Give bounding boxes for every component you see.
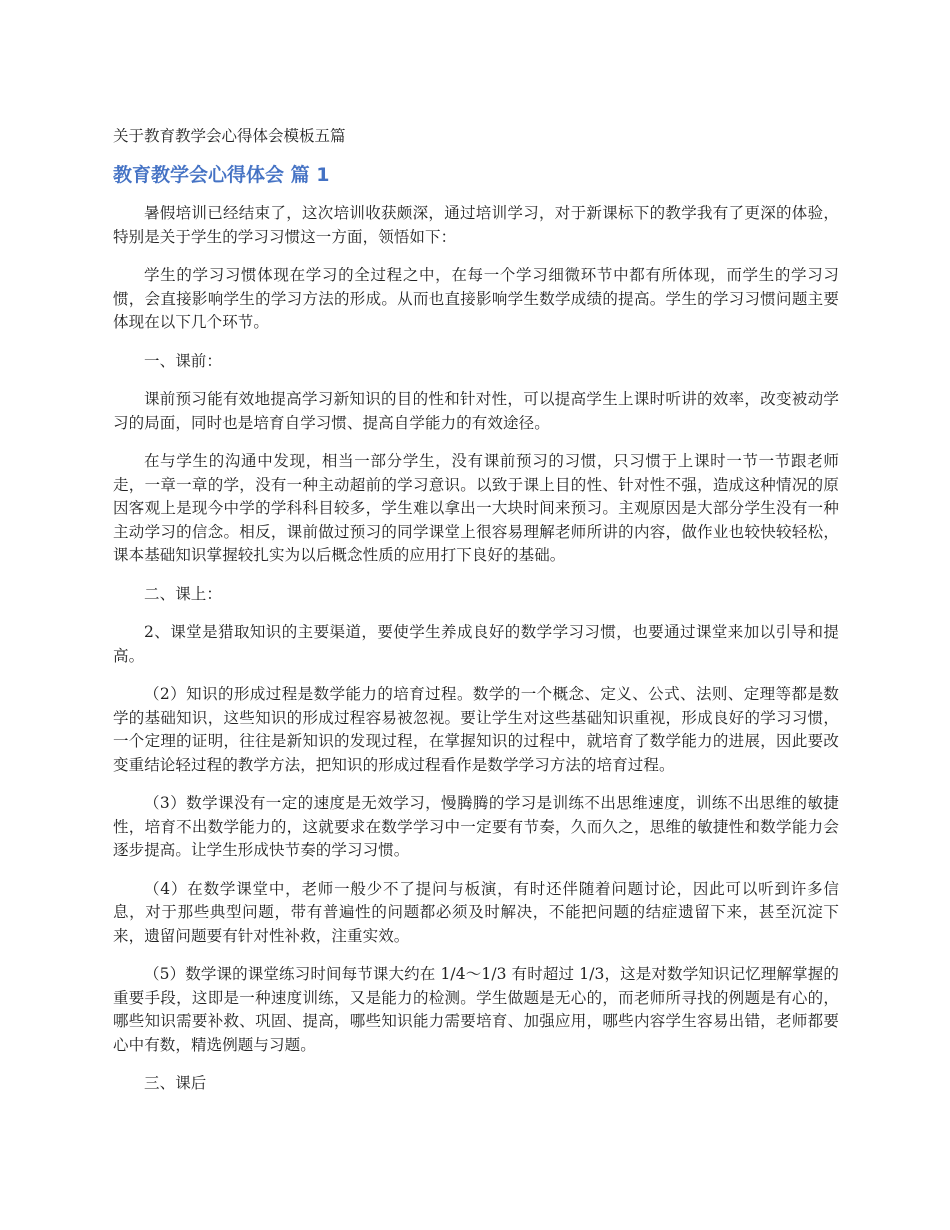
paragraph-heading-in-class: 二、课上：	[144, 584, 223, 603]
paragraph-classroom: 2、课堂是猎取知识的主要渠道，要使学生养成良好的数学学习习惯，也要通过课堂来加以引导和提高。	[113, 623, 839, 665]
document-title: 关于教育教学会心得体会模板五篇	[113, 127, 346, 145]
paragraph-item-2: （2）知识的形成过程是数学能力的培育过程。数学的一个概念、定义、公式、法则、定理等都是数学的基础知识，这些知识的形成过程容易被忽视。要让学生对这些基础知识重视，形成良好的学习习惯，一个定理的证明，往往是新知识的发现过程，在掌握知识的过程中，就培育了数学能力的进展，因此要改变重结论轻过程的教学方法，把知识的形成过程看作是数学学习方法的培育过程。	[113, 685, 839, 774]
paragraph-habits: 学生的学习习惯体现在学习的全过程之中，在每一个学习细微环节中都有所体现，而学生的学习习惯，会直接影响学生的学习方法的形成。从而也直接影响学生数学成绩的提高。学生的学习习惯问题主要体现在以下几个环节。	[113, 266, 839, 331]
paragraph-communication: 在与学生的沟通中发现，相当一部分学生，没有课前预习的习惯，只习惯于上课时一节一节跟老师走，一章一章的学，没有一种主动超前的学习意识。以致于课上目的性、针对性不强，造成这种情况的原因客观上是现今中学的学科科目较多，学生难以拿出一大块时间来预习。主观原因是大部分学生没有一种主动学习的信念。相反，课前做过预习的同学课堂上很容易理解老师所讲的内容，做作业也较快较轻松，课本基础知识掌握较扎实为以后概念性质的应用打下良好的基础。	[113, 452, 839, 564]
paragraph-item-4: （4）在数学课堂中，老师一般少不了提问与板演，有时还伴随着问题讨论，因此可以听到许多信息，对于那些典型问题，带有普遍性的问题都必须及时解决，不能把问题的结症遗留下来，甚至沉淀下来，遗留问题要有针对性补救，注重实效。	[113, 879, 839, 945]
paragraph-intro: 暑假培训已经结束了，这次培训收获颇深，通过培训学习，对于新课标下的教学我有了更深的体验，特别是关于学生的学习习惯这一方面，领悟如下：	[113, 204, 839, 246]
section-heading: 教育教学会心得体会 篇 1	[113, 164, 330, 186]
paragraph-heading-after-class: 三、课后	[144, 1074, 207, 1092]
document-body	[113, 124, 839, 1111]
paragraph-preview: 课前预习能有效地提高学习新知识的目的性和针对性，可以提高学生上课时听讲的效率，改变被动学习的局面，同时也是培育自学习惯、提高自学能力的有效途径。	[113, 390, 839, 432]
paragraph-item-5: （5）数学课的课堂练习时间每节课大约在 1/4～1/3 有时超过 1/3，这是对数学知识记忆理解掌握的重要手段，这即是一种速度训练，又是能力的检测。学生做题是无心的，而老师所寻找的例题是有心的，哪些知识需要补救、巩固、提高，哪些知识能力需要培育、加强应用，哪些内容学生容易出错，老师都要心中有数，精选例题与习题。	[113, 965, 839, 1054]
paragraph-heading-before-class: 一、课前：	[144, 351, 223, 370]
paragraph-item-3: （3）数学课没有一定的速度是无效学习，慢腾腾的学习是训练不出思维速度，训练不出思维的敏捷性，培育不出数学能力的，这就要求在数学学习中一定要有节奏，久而久之，思维的敏捷性和数学能力会逐步提高。让学生形成快节奏的学习习惯。	[113, 794, 839, 859]
